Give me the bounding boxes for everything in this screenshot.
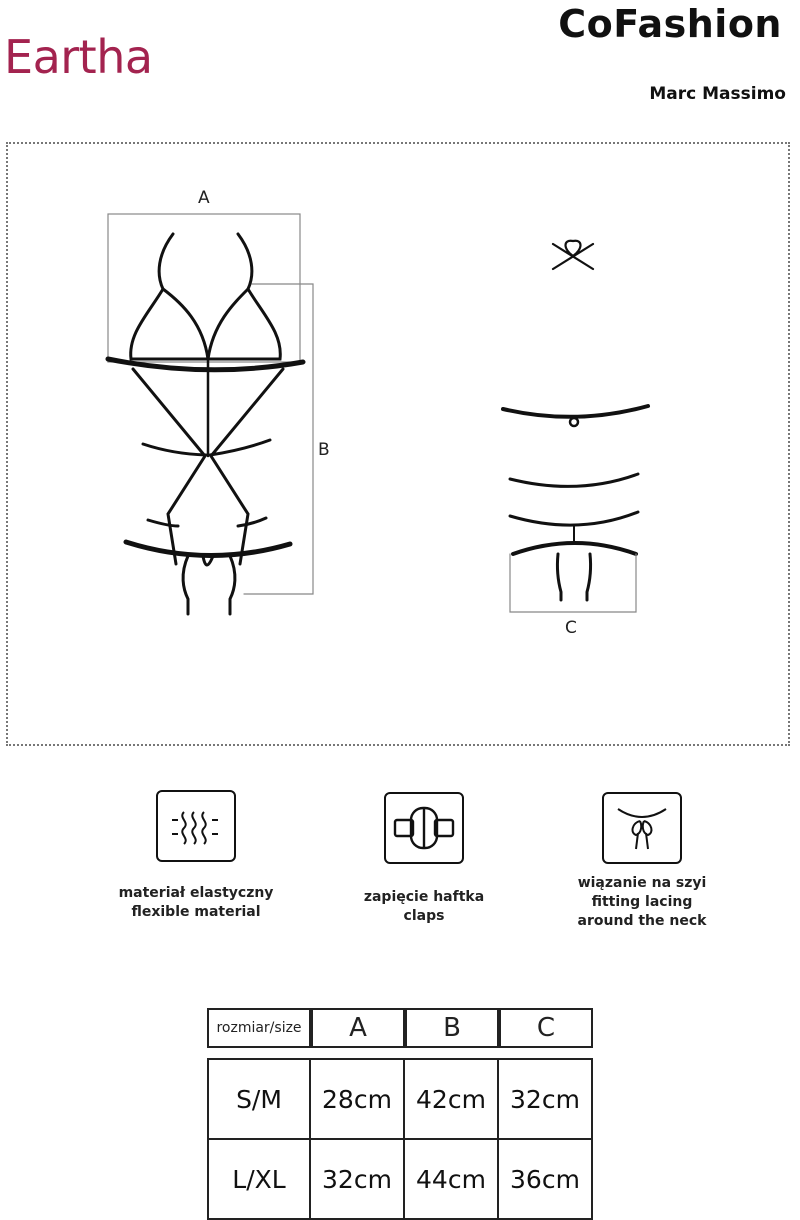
size-table	[207, 1008, 593, 1220]
size-table-corner: rozmiar/size	[207, 1008, 311, 1048]
size-value: 32cm	[499, 1058, 593, 1138]
underbust-band	[108, 359, 303, 370]
wavy-stretch-icon	[156, 790, 236, 862]
column-header-b: B	[405, 1008, 499, 1048]
size-value: 36cm	[499, 1138, 593, 1220]
back-band-1	[503, 406, 648, 417]
column-header-c: C	[499, 1008, 593, 1048]
feature-3-line-1: wiązanie na szyi	[577, 875, 707, 891]
dimension-box-c	[510, 554, 636, 612]
label-c: C	[565, 618, 577, 638]
feature-flexible-material	[76, 790, 316, 922]
column-header-a: A	[311, 1008, 405, 1048]
size-label: L/XL	[207, 1138, 311, 1220]
size-table-header	[207, 1008, 593, 1048]
feature-1-line-2: flexible material	[131, 904, 261, 920]
label-a: A	[198, 188, 210, 208]
sub-brand: Marc Massimo	[649, 84, 786, 104]
right-garter	[230, 556, 235, 614]
left-frame	[133, 369, 205, 564]
label-b: B	[318, 440, 330, 460]
back-garter-left	[557, 554, 561, 600]
right-strap	[238, 234, 252, 289]
size-value: 42cm	[405, 1058, 499, 1138]
hip-strap-right	[238, 518, 266, 526]
size-value: 28cm	[311, 1058, 405, 1138]
back-clasp	[570, 418, 578, 426]
left-cup	[131, 289, 208, 359]
size-label: S/M	[207, 1058, 311, 1138]
table-row	[207, 1058, 593, 1138]
hip-strap-left	[148, 520, 178, 526]
right-frame	[211, 369, 283, 564]
garment-diagram	[6, 142, 790, 746]
back-band-lower	[513, 543, 636, 554]
size-value: 44cm	[405, 1138, 499, 1220]
feature-neck-lacing	[522, 792, 762, 931]
feature-3-line-2: fitting lacing	[591, 894, 693, 910]
feature-2-line-2: claps	[403, 908, 445, 924]
back-strap-2	[510, 474, 638, 486]
neck-bow	[553, 241, 593, 269]
feature-1-line-1: materiał elastyczny	[118, 885, 274, 901]
left-garter	[183, 556, 188, 614]
hook-clasp-icon	[384, 792, 464, 864]
brand-logo: CoFashion	[558, 2, 782, 46]
feature-2-line-1: zapięcie haftka	[363, 889, 485, 905]
back-garter-right	[587, 554, 591, 600]
neck-tie-icon	[602, 792, 682, 864]
back-strap-3	[510, 512, 638, 525]
right-cup	[208, 289, 280, 359]
lower-band	[126, 542, 290, 556]
feature-3-line-3: around the neck	[577, 913, 707, 929]
size-value: 32cm	[311, 1138, 405, 1220]
product-name: Eartha	[4, 30, 153, 84]
garment-drawing	[8, 144, 792, 748]
feature-claps	[304, 792, 544, 926]
left-strap	[159, 234, 173, 289]
